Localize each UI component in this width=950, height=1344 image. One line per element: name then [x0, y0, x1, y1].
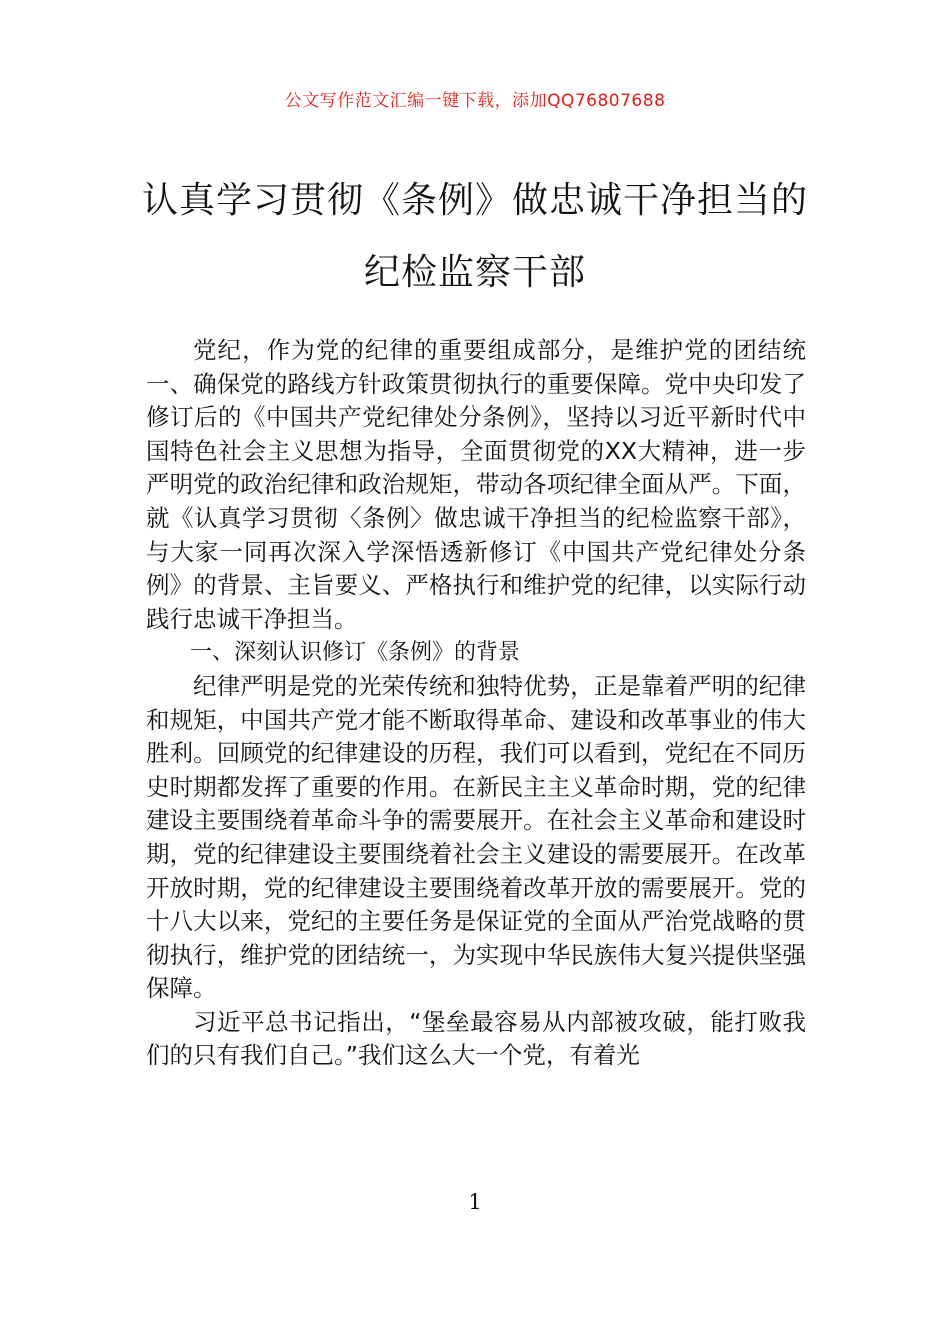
document-title-line-1: 认真学习贯彻《条例》做忠诚干净担当的 [141, 180, 808, 221]
document-title-line-2: 纪检监察干部 [363, 252, 586, 293]
paragraph-background: 纪律严明是党的光荣传统和独特优势，正是靠着严明的纪律和规矩，中国共产党才能不断取得革命、建设和改革事业的伟大胜利。回顾党的纪律建设的历程，我们可以看到，党纪在不同历史时期都发挥了重要的作用。在新民主主义革命时期，党的纪律建设主要围绕着革命斗争的需要展开。在社会主义革命和建设时期，党的纪律建设主要围绕着社会主义建设的需要展开。在改革开放时期，党的纪律建设主要围绕着改革开放的需要展开。党的十八大以来，党纪的主要任务是保证党的全面从严治党战略的贯彻执行，维护党的团结统一，为实现中华民族伟大复兴提供坚强保障。 [146, 671, 806, 1003]
header-download-note: 公文写作范文汇编一键下载，添加QQ76807688 [284, 91, 666, 111]
section-heading-1: 一、深刻认识修订《条例》的背景 [190, 640, 521, 666]
document-body [146, 334, 806, 1073]
paragraph-intro: 党纪，作为党的纪律的重要组成部分，是维护党的团结统一、确保党的路线方针政策贯彻执行的重要保障。党中央印发了修订后的《中国共产党纪律处分条例》，坚持以习近平新时代中国特色社会主义思想为指导，全面贯彻党的XX大精神，进一步严明党的政治纪律和政治规矩，带动各项纪律全面从严。下面，就《认真学习贯彻〈条例〉做忠诚干净担当的纪检监察干部》，与大家一同再次深入学深悟透新修订《中国共产党纪律处分条例》的背景、主旨要义、严格执行和维护党的纪律，以实际行动践行忠诚干净担当。 [146, 336, 806, 633]
paragraph-quote: 习近平总书记指出，“堡垒最容易从内部被攻破，能打败我们的只有我们自己。”我们这么大一个党，有着光 [146, 1007, 806, 1070]
page-number: 1 [468, 1190, 482, 1214]
